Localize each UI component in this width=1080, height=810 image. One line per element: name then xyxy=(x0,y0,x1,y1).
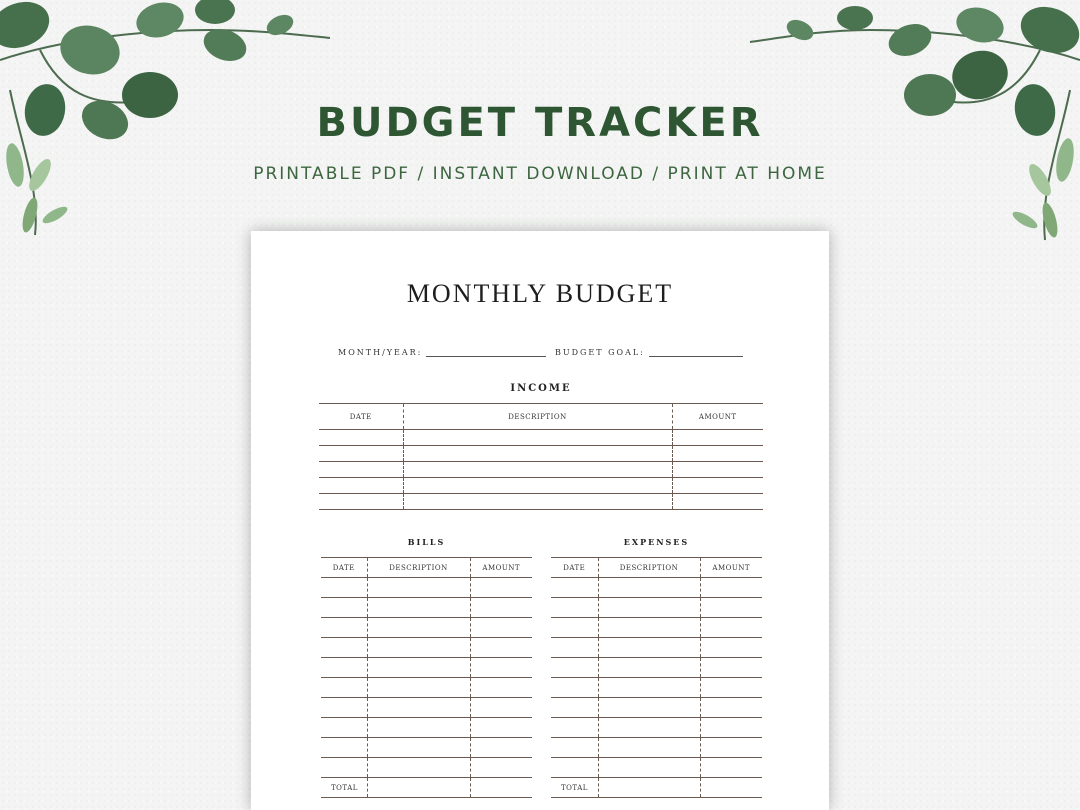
bills-label: BILLS xyxy=(407,537,446,547)
page-title: BUDGET TRACKER xyxy=(316,100,764,146)
expenses-col-amount: AMOUNT xyxy=(700,558,762,578)
expenses-label: EXPENSES xyxy=(623,537,690,547)
table-row xyxy=(319,494,763,510)
month-year-line xyxy=(426,355,546,357)
table-row xyxy=(321,698,532,718)
income-header-row xyxy=(319,404,763,430)
budget-goal-line xyxy=(649,355,743,357)
table-row xyxy=(321,638,532,658)
bills-col-description: DESCRIPTION xyxy=(367,558,470,578)
table-row xyxy=(551,618,762,638)
table-row xyxy=(321,618,532,638)
expenses-total-row xyxy=(551,778,762,798)
bills-col-date: DATE xyxy=(321,558,367,578)
month-year-label: MONTH/YEAR: xyxy=(338,348,423,357)
income-label: INCOME xyxy=(510,383,572,394)
table-row xyxy=(321,738,532,758)
table-row xyxy=(321,598,532,618)
income-table xyxy=(319,403,763,510)
table-row xyxy=(551,578,762,598)
table-row xyxy=(551,598,762,618)
table-row xyxy=(321,578,532,598)
table-row xyxy=(551,638,762,658)
expenses-col-description: DESCRIPTION xyxy=(598,558,700,578)
table-row xyxy=(321,718,532,738)
expenses-col-date: DATE xyxy=(551,558,598,578)
table-row xyxy=(319,446,763,462)
expenses-table xyxy=(551,557,762,798)
table-row xyxy=(319,430,763,446)
table-row xyxy=(551,758,762,778)
budget-sheet-preview xyxy=(251,231,829,810)
table-row xyxy=(321,758,532,778)
table-row xyxy=(551,718,762,738)
sheet-title: MONTHLY BUDGET xyxy=(406,279,674,308)
month-year-field xyxy=(338,348,546,357)
table-row xyxy=(551,678,762,698)
expenses-total-label: TOTAL xyxy=(551,778,598,798)
income-col-date: DATE xyxy=(319,404,403,430)
income-col-description: DESCRIPTION xyxy=(403,404,672,430)
table-row xyxy=(551,738,762,758)
bills-total-label: TOTAL xyxy=(321,778,367,798)
table-row xyxy=(551,698,762,718)
bills-table xyxy=(321,557,532,798)
budget-goal-label: BUDGET GOAL: xyxy=(555,348,645,357)
table-row xyxy=(321,658,532,678)
income-col-amount: AMOUNT xyxy=(672,404,763,430)
table-row xyxy=(551,658,762,678)
bills-header-row xyxy=(321,558,532,578)
bills-col-amount: AMOUNT xyxy=(470,558,532,578)
table-row xyxy=(321,678,532,698)
page-subtitle: PRINTABLE PDF / INSTANT DOWNLOAD / PRINT AT HOME xyxy=(253,164,827,184)
budget-goal-field xyxy=(555,348,743,357)
table-row xyxy=(319,462,763,478)
table-row xyxy=(319,478,763,494)
bills-total-row xyxy=(321,778,532,798)
expenses-header-row xyxy=(551,558,762,578)
